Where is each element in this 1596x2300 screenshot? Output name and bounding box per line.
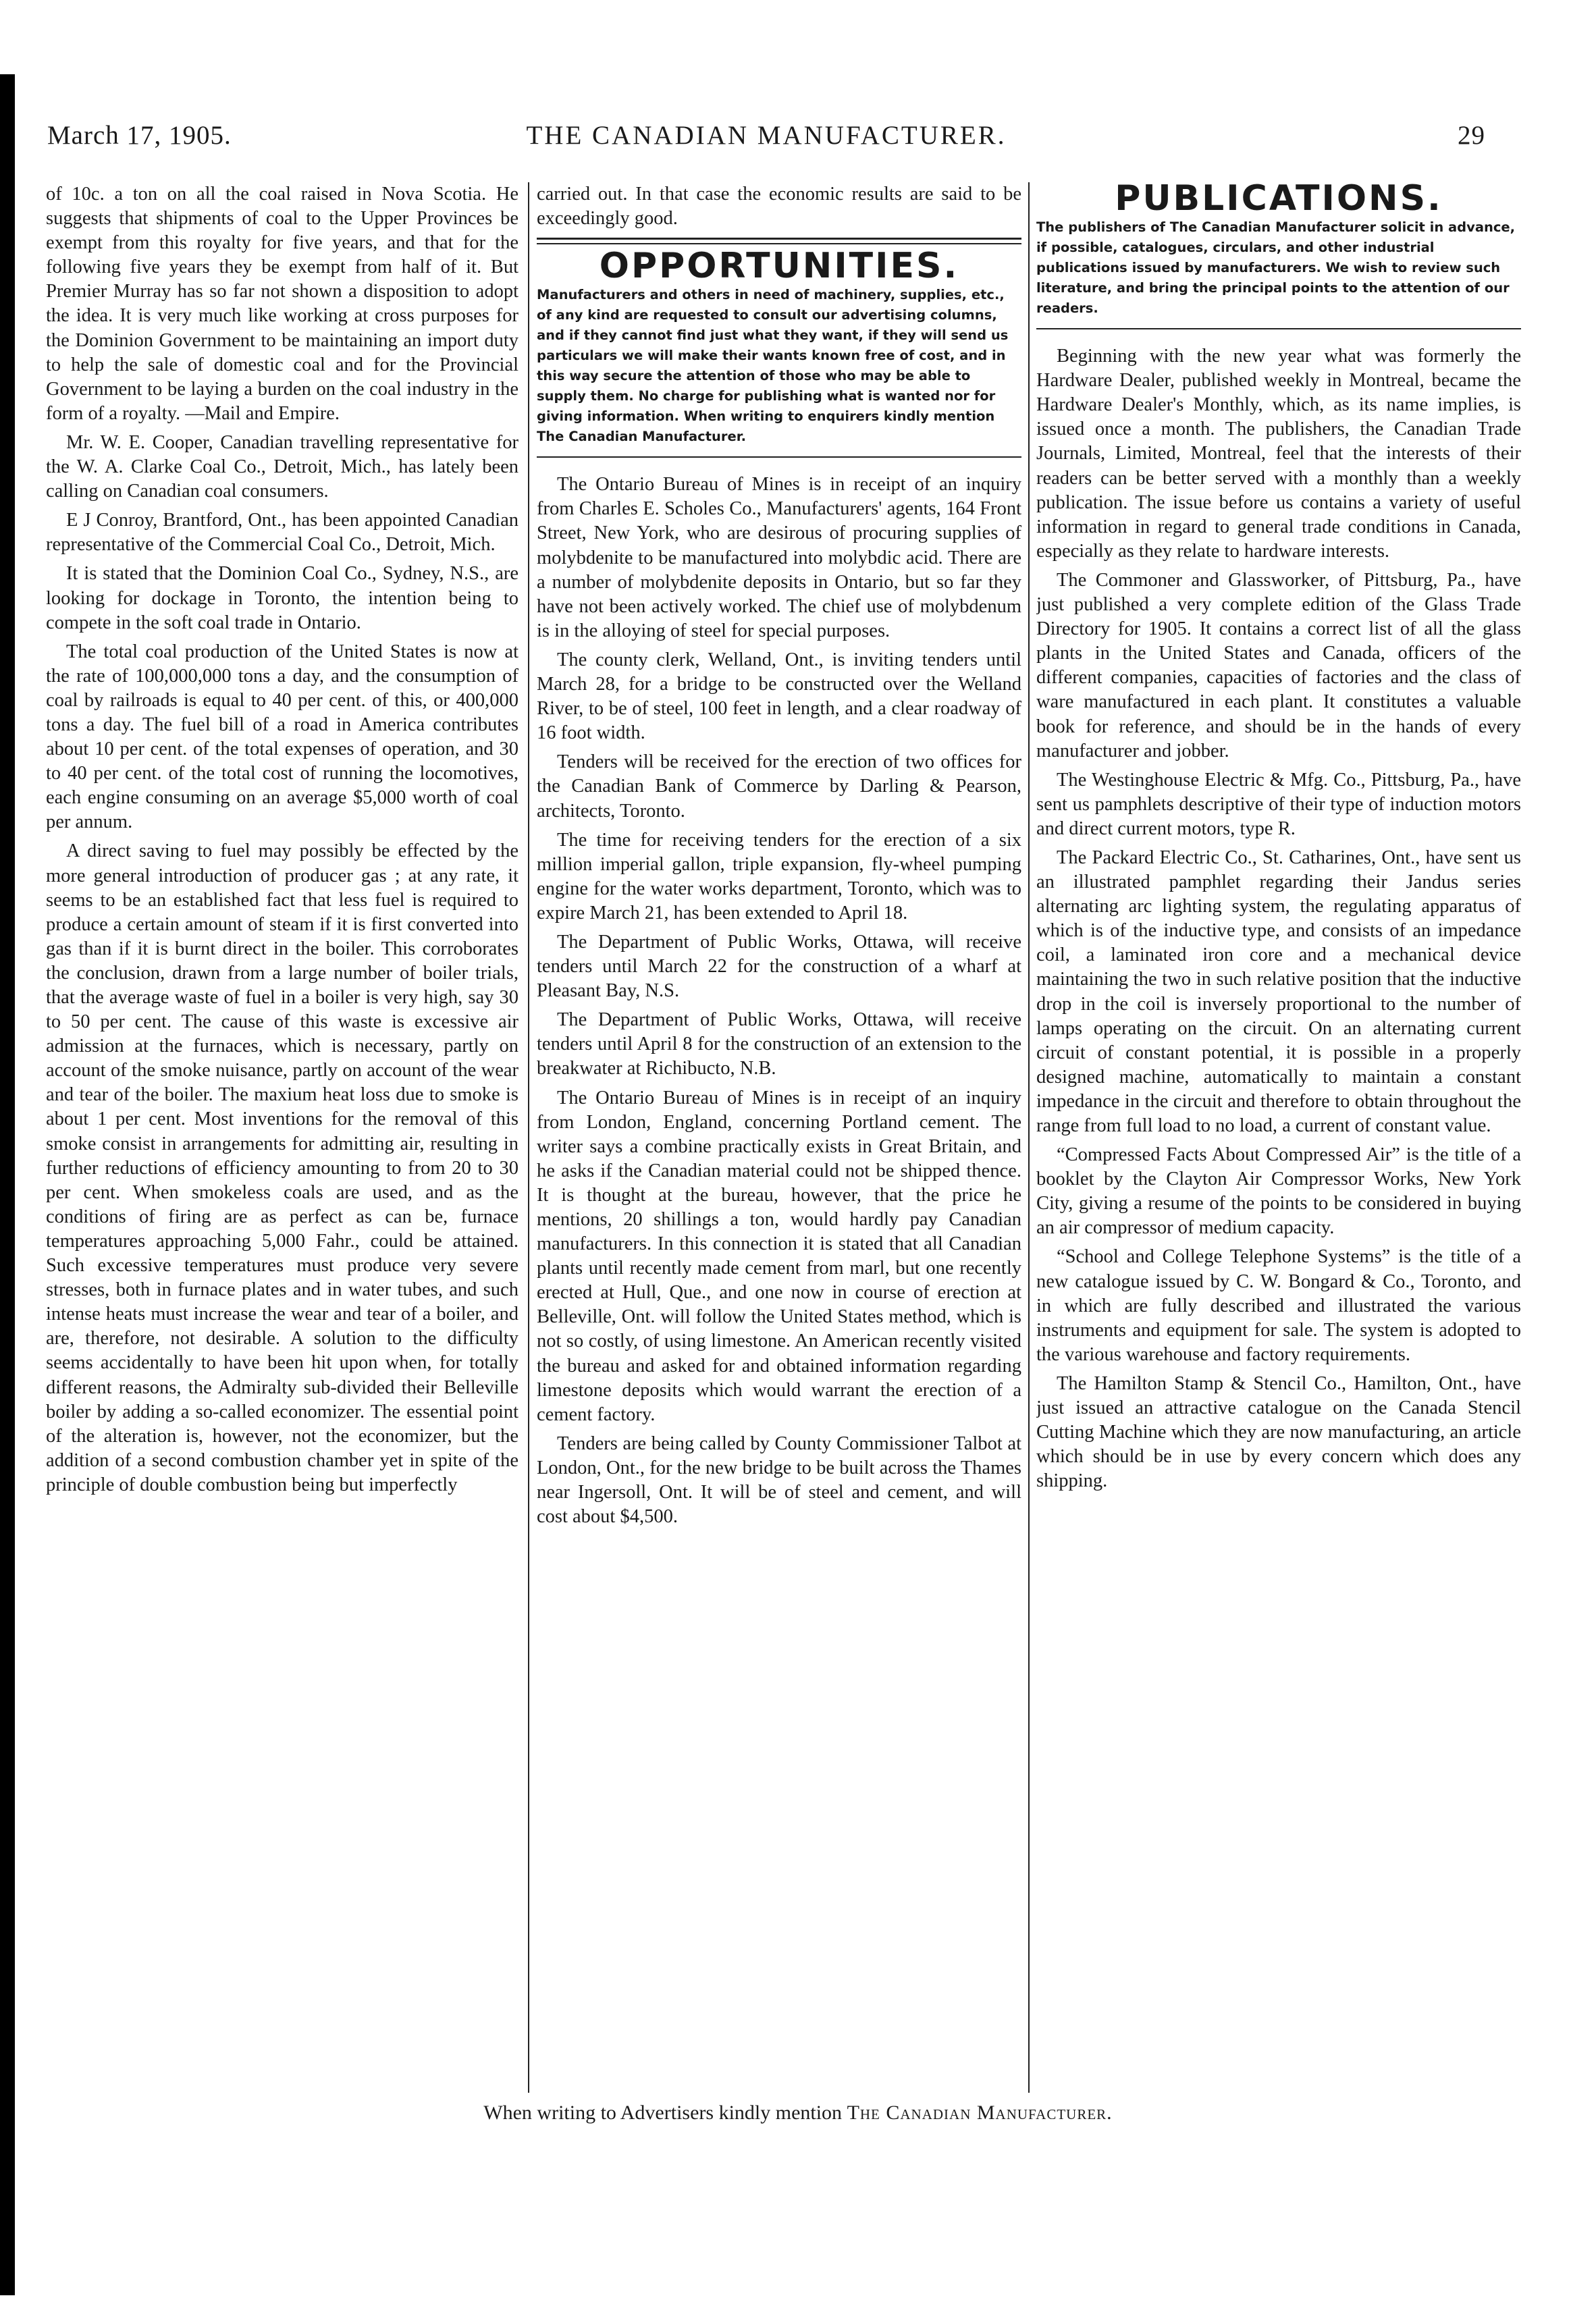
issue-date: March 17, 1905. bbox=[47, 121, 232, 150]
article-paragraph: Beginning with the new year what was formerly the Hardware Dealer, published weekly in Montreal, became the Hardware Dealer's Monthly, which, as its name implies, is issued once a month. The publishers, the Canadian Trade Journals, Limited, Montreal, feel that the interests of their readers can be better served with a monthly than a weekly publication. The issue before us contains a variety of useful information in regard to general trade conditions in Canada, especially as they relate to hardware interests. bbox=[1036, 346, 1521, 562]
page-edge-bar bbox=[0, 74, 15, 2295]
column-2 bbox=[537, 182, 1021, 2086]
article-paragraph: Mr. W. E. Cooper, Canadian travelling representative for the W. A. Clarke Coal Co., Detroit, Mich., has lately been calling on Canadian coal consumers. bbox=[46, 431, 518, 502]
column-3 bbox=[1036, 182, 1521, 2086]
article-paragraph: E J Conroy, Brantford, Ont., has been appointed Canadian representative of the Commercial Coal Co., Detroit, Mich. bbox=[46, 510, 518, 556]
section-heading-publications: PUBLICATIONS. bbox=[1115, 182, 1443, 219]
article-paragraph: The Department of Public Works, Ottawa, will receive tenders until March 22 for the construction of a wharf at Pleasant Bay, N.S. bbox=[537, 931, 1021, 1002]
opportunities-notice: Manufacturers and others in need of machinery, supplies, etc., of any kind are requested to consult our advertising columns, and if they cannot find just what they want, if they will send us particulars we will make their wants known free of cost, and in this way secure the attention of those who may be able to supply them. No charge for publishing what is wanted nor for giving information. When writing to enquirers kindly mention The Canadian Manufacturer. bbox=[537, 287, 1009, 445]
article-paragraph: The Packard Electric Co., St. Catharines, Ont., have sent us an illustrated pamphlet regarding their Jandus series alternating arc lighting system, the regulating apparatus of which is of the inductive type, and consists of an impedance coil, a laminated iron core and a mechanical device maintaining the two in such relative position that the inductive drop in the coil is inversely proportional to the number of lamps operating on the circuit. On an alternating current circuit of constant potential, it is possible in a properly designed machine, automatically to maintain a constant impedance in the circuit and therefore to obtain throughout the range from full load to no load, a current of constant value. bbox=[1036, 847, 1521, 1136]
article-paragraph: Tenders are being called by County Commissioner Talbot at London, Ont., for the new bridge to be built across the Thames near Ingersoll, Ont. It will be of steel and cement, and will cost about $4,500. bbox=[537, 1433, 1021, 1528]
article-paragraph: The Department of Public Works, Ottawa, will receive tenders until April 8 for the construction of an extension to the breakwater at Richibucto, N.B. bbox=[537, 1009, 1021, 1079]
footer-mention: The Canadian Manufacturer. bbox=[847, 2102, 1113, 2124]
article-paragraph: “School and College Telephone Systems” is the title of a new catalogue issued by C. W. Bongard & Co., Toronto, and in which are fully described and illustrated the various instruments and equipment for sale. The system is adopted to the various warehouse and factory requirements. bbox=[1036, 1246, 1521, 1365]
column-divider-2 bbox=[1028, 182, 1030, 2093]
article-paragraph: A direct saving to fuel may possibly be effected by the more general introduction of producer gas ; at any rate, it seems to be an established fact that less fuel is required to produce a certain amount of steam if it is first converted into gas than if it is burnt direct in the boiler. This corroborates the conclusion, drawn from a large number of boiler trials, that the average waste of fuel in a boiler is very high, say 30 to 50 per cent. The cause of this waste is excessive air admission at the furnaces, which is necessary, partly on account of the smoke nuisance, partly on account of the wear and tear of the boiler. The maxium heat loss due to smoke is about 1 per cent. Most inventions for the removal of this smoke consist in arrangements for admitting air, resulting in further reductions of efficiency amounting to from 20 to 30 per cent. When smokeless coals are used, and as the conditions of firing are as perfect as can be, furnace temperatures approaching 5,000 Fahr., could be attained. Such excessive temperatures must produce very severe stresses, both in furnace plates and in water tubes, and such intense heats must increase the wear and tear of a boiler, and are, therefore, not desirable. A solution to the difficulty seems accidentally to have been hit upon when, for totally different reasons, the Admiralty sub-divided their Belleville boiler by adding a so-called economizer. The essential point of the alteration is, however, not the economizer, but the addition of a second combustion chamber yet in spite of the principle of double combustion being but imperfectly bbox=[46, 840, 518, 1495]
article-paragraph: “Compressed Facts About Compressed Air” is the title of a booklet by the Clayton Air Compressor Works, New York City, giving a resume of the points to be considered in buying an air compressor of medium capacity. bbox=[1036, 1144, 1521, 1239]
section-heading-opportunities: OPPORTUNITIES. bbox=[599, 246, 959, 287]
page-number: 29 bbox=[1458, 121, 1485, 150]
section-rule bbox=[537, 456, 1021, 458]
article-paragraph: Tenders will be received for the erection of two offices for the Canadian Bank of Commerce by Darling & Pearson, architects, Toronto. bbox=[537, 751, 1021, 822]
page-header bbox=[47, 120, 1485, 167]
article-paragraph: The time for receiving tenders for the erection of a six million imperial gallon, triple expansion, fly-wheel pumping engine for the water works department, Toronto, which was to expire March 21, has been extended to April 18. bbox=[537, 829, 1021, 924]
footer-text: When writing to Advertisers kindly mention bbox=[483, 2102, 843, 2124]
publications-notice: The publishers of The Canadian Manufacturer solicit in advance, if possible, catalogues, circulars, and other industrial publications issued by manufacturers. We wish to review such literature, and bring the principal points to the attention of our readers. bbox=[1036, 219, 1516, 317]
article-paragraph: The total coal production of the United States is now at the rate of 100,000,000 tons a day, and the consumption of coal by railroads is equal to 40 per cent. of this, or 400,000 tons a day. The fuel bill of a road in America contributes about 10 per cent. of the total expenses of operation, and 30 to 40 per cent. of the total cost of running the locomotives, each engine consuming on an average $5,000 worth of coal per annum. bbox=[46, 641, 518, 833]
article-paragraph: carried out. In that case the economic results are said to be exceedingly good. bbox=[537, 184, 1021, 230]
page-footer bbox=[0, 2102, 1596, 2124]
column-divider-1 bbox=[528, 182, 529, 2093]
section-rule bbox=[1036, 328, 1521, 329]
article-paragraph: The Hamilton Stamp & Stencil Co., Hamilton, Ont., have just issued an attractive catalogue on the Canada Stencil Cutting Machine which they are now manufacturing, an article which should be in use by every concern which does any shipping. bbox=[1036, 1372, 1521, 1492]
article-paragraph: The Ontario Bureau of Mines is in receipt of an inquiry from London, England, concerning Portland cement. The writer says a combine practically exists in Great Britain, and he asks if the Canadian material could not be shipped thence. It is thought at the bureau, however, that the price he mentions, 20 shillings a ton, would hardly pay Canadian manufacturers. In this connection it is stated that all Canadian plants until recently made cement from marl, but one recently erected at Hull, Que., and one now in course of erection at Belleville, Ont. will follow the United States method, which is not so costly, of using limestone. An American recently visited the bureau and asked for and obtained information regarding limestone deposits which would warrant the erection of a cement factory. bbox=[537, 1087, 1021, 1425]
article-paragraph: It is stated that the Dominion Coal Co., Sydney, N.S., are looking for dockage in Toronto, the intention being to compete in the soft coal trade in Ontario. bbox=[46, 563, 518, 633]
article-paragraph: The Ontario Bureau of Mines is in receipt of an inquiry from Charles E. Scholes Co., Manufacturers' agents, 164 Front Street, New York, who are desirous of procuring supplies of molybdenite to be manufactured into molybdic acid. There are a number of molybdenite deposits in Ontario, but so far they have not been actively worked. The chief use of molybdenum is in the alloying of steel for special purposes. bbox=[537, 474, 1021, 641]
section-rule bbox=[537, 238, 1021, 244]
article-paragraph: The county clerk, Welland, Ont., is inviting tenders until March 28, for a bridge to be constructed over the Welland River, to be of steel, 100 feet in length, and a clear roadway of 16 foot width. bbox=[537, 649, 1021, 744]
article-paragraph: The Westinghouse Electric & Mfg. Co., Pittsburg, Pa., have sent us pamphlets descriptive of their type of induction motors and direct current motors, type R. bbox=[1036, 769, 1521, 839]
publication-title: THE CANADIAN MANUFACTURER. bbox=[526, 121, 1007, 150]
article-paragraph: The Commoner and Glassworker, of Pittsburg, Pa., have just published a very complete edition of the Glass Trade Directory for 1905. It contains a correct list of all the glass plants in the United States and Canada, officers of the different companies, capacities of factories and the class of ware manufactured in each plant. It constitutes a valuable book for reference, and should be in the hands of every manufacturer and jobber. bbox=[1036, 569, 1521, 761]
column-1 bbox=[46, 182, 518, 2086]
article-paragraph: of 10c. a ton on all the coal raised in Nova Scotia. He suggests that shipments of coal to the Upper Provinces be exempt from this royalty for five years, and that for the following five years they be exempt from half of it. But Premier Murray has so far not shown a disposition to adopt the idea. It is very much like working at cross purposes for the Dominion Government to be maintaining an import duty to help the sale of domestic coal and for the Provincial Government to be laying a burden on the coal industry in the form of a royalty. —Mail and Empire. bbox=[46, 184, 518, 424]
